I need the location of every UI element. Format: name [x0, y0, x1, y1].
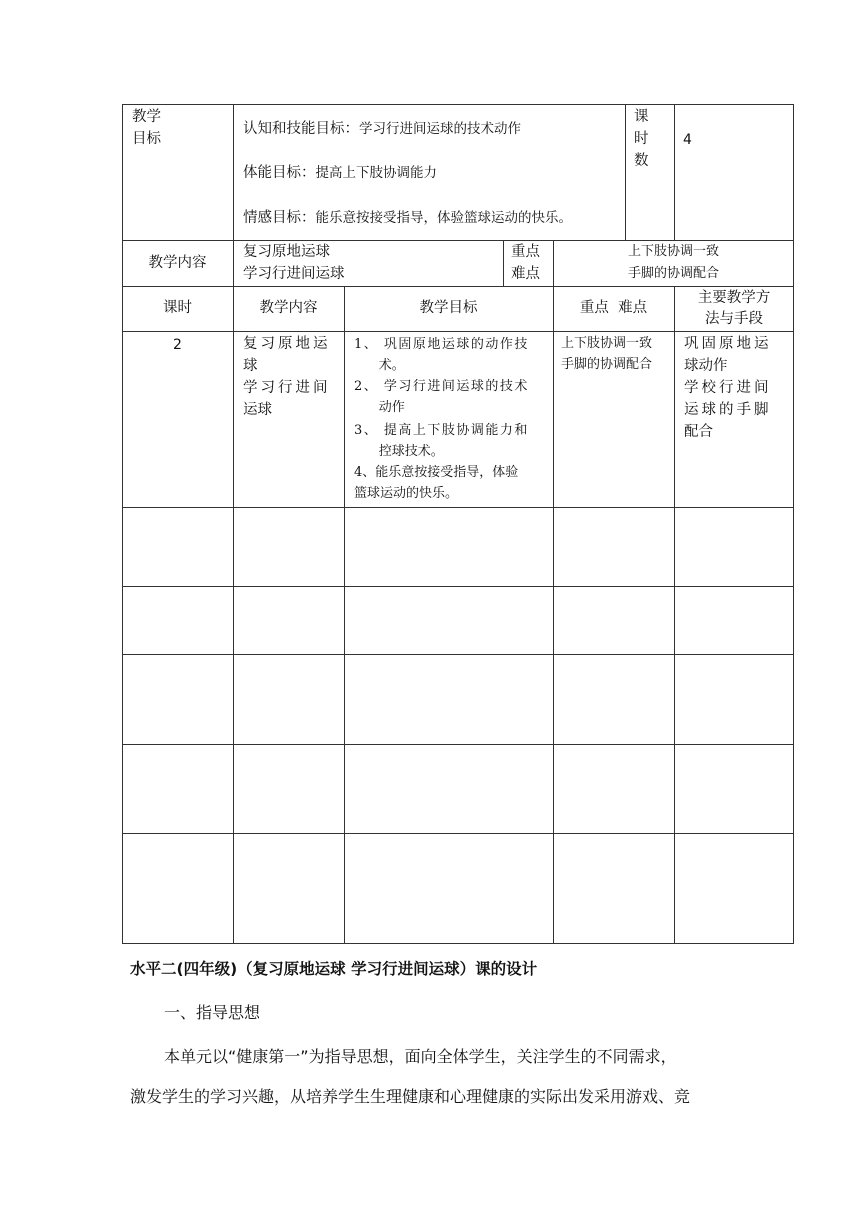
goal-cognitive-prefix: 认知和技能目标：	[243, 121, 359, 137]
goal-label-line2: 目标	[132, 131, 161, 147]
lesson-method-line5: 配合	[684, 424, 713, 440]
lesson-goal-line4: 动作	[354, 400, 405, 415]
goal-emotional-text: 能乐意按接受指导，体验篮球运动的快乐。	[315, 210, 572, 226]
lesson-goal-line2: 术。	[354, 358, 405, 373]
lesson-key-line2: 手脚的协调配合	[561, 357, 653, 372]
goal-physical	[243, 162, 437, 184]
design-title: 水平二(四年级)（复习原地运球 学习行进间运球）课的设计	[130, 960, 538, 978]
key-line2: 手脚的协调配合	[627, 266, 719, 281]
header-method-line2: 法与手段	[705, 311, 763, 327]
hours-label-3: 数	[634, 153, 649, 169]
paragraph-line2: 激发学生的学习兴趣，从培养学生生理健康和心理健康的实际出发采用游戏、竞	[130, 1087, 691, 1106]
key-label-line2: 难点	[511, 266, 540, 282]
lesson-content-line4: 运球	[243, 402, 272, 418]
lesson-content-line3: 学习行进间	[243, 380, 331, 396]
lesson-content-line1: 复习原地运	[243, 336, 331, 352]
goal-label-line1: 教学	[132, 109, 161, 125]
lesson-goal-line6: 控球技术。	[354, 444, 444, 459]
header-goal: 教学目标	[419, 300, 478, 316]
lesson-content-line2: 球	[243, 358, 258, 374]
header-key: 重点 难点	[579, 300, 648, 316]
section-heading: 一、指导思想	[164, 1003, 261, 1022]
lesson-goal-line5: 3、 提高上下肢协调能力和	[354, 423, 529, 438]
content-label: 教学内容	[148, 255, 207, 271]
header-lesson: 课时	[163, 300, 192, 316]
lesson-goal-line3: 2、 学习行进间运球的技术	[354, 379, 529, 394]
lesson-method-line1: 巩固原地运	[684, 336, 772, 352]
goal-emotional-prefix: 情感目标：	[243, 210, 316, 226]
goal-emotional	[243, 207, 572, 229]
lesson-number: 2	[173, 337, 182, 353]
lesson-key-line1: 上下肢协调一致	[561, 336, 653, 351]
lesson-method-line4: 运球的手脚	[684, 402, 772, 418]
hours-label-2: 时	[634, 131, 649, 147]
lesson-method-line2: 球动作	[684, 358, 728, 374]
lesson-method-line3: 学校行进间	[684, 380, 772, 396]
lesson-goal-line7: 4、能乐意按接受指导，体验	[354, 465, 519, 480]
goal-physical-text: 提高上下肢协调能力	[315, 165, 437, 181]
hours-label-1: 课	[634, 109, 649, 125]
key-label-line1: 重点	[511, 244, 540, 260]
content-line1: 复习原地运球	[243, 244, 330, 260]
goal-physical-prefix: 体能目标：	[243, 165, 316, 181]
header-method-line1: 主要教学方	[697, 290, 771, 306]
key-line1: 上下肢协调一致	[627, 244, 719, 259]
lesson-goal-line8: 篮球运动的快乐。	[354, 486, 459, 501]
goal-cognitive	[243, 118, 521, 140]
header-content: 教学内容	[259, 300, 318, 316]
goal-cognitive-text: 学习行进间运球的技术动作	[359, 121, 521, 137]
lesson-goal-line1: 1、 巩固原地运球的动作技	[354, 337, 529, 352]
hours-value: 4	[683, 132, 692, 148]
paragraph-line1: 本单元以“健康第一”为指导思想，面向全体学生，关注学生的不同需求，	[164, 1047, 677, 1066]
content-line2: 学习行进间运球	[243, 266, 345, 282]
